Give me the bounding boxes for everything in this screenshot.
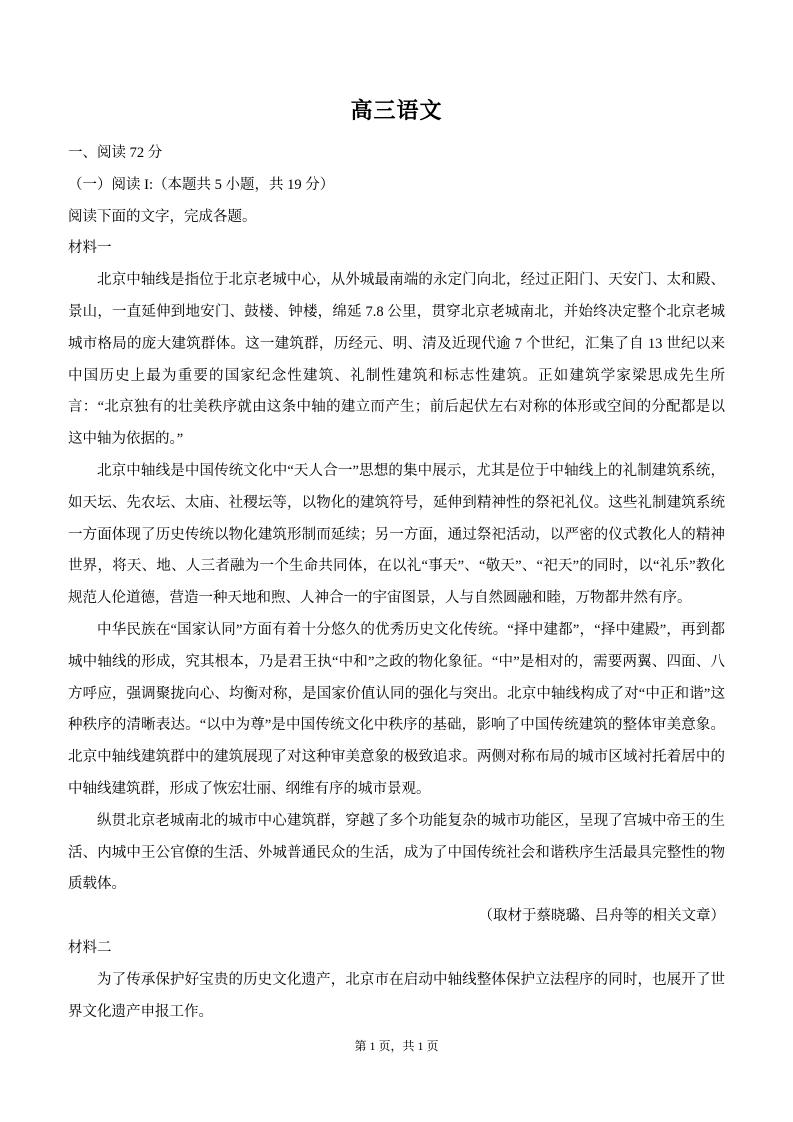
subsection-heading: （一）阅读 I:（本题共 5 小题，共 19 分） [68, 176, 335, 193]
source-attribution: （取材于蔡晓璐、吕舟等的相关文章） [478, 908, 725, 925]
material-two-label: 材料二 [68, 939, 112, 956]
document-title: 高三语文 [350, 98, 443, 123]
material-one-paragraph-2: 北京中轴线是中国传统文化中“天人合一”思想的集中展示，尤其是位于中轴线上的礼制建筑系统，如天坛、先农坛、太庙、社稷坛等，以物化的建筑符号，延伸到精神性的祭祀礼仪。这些礼制建筑系统一方面体现了历史传统以物化建筑形制而延续；另一方面，通过祭祀活动，以严密的仪式教化人的精神世界，将天、地、人三者融为一个生命共同体，在以礼“事天”、“敬天”、“祀天”的同时，以“礼乐”教化规范人伦道德，营造一种天地和煦、人神合一的宇宙图景，人与自然圆融和睦，万物都井然有序。 [68, 462, 725, 607]
material-one-paragraph-1: 北京中轴线是指位于北京老城中心，从外城最南端的永定门向北，经过正阳门、天安门、太和殿、景山，一直延伸到地安门、鼓楼、钟楼，绵延 7.8 公里，贯穿北京老城南北，并始终决定整个北京老城城市格局的庞大建筑群体。这一建筑群，历经元、明、清及近现代逾 7 个世纪，汇集了自 13 世纪以来中国历史上最为重要的国家纪念性建筑、礼制性建筑和标志性建筑。正如建筑学家梁思成先生所言：“北京独有的壮美秩序就由这条中轴的建立而产生；前后起伏左右对称的体形或空间的分配都是以这中轴为依据的。” [68, 272, 725, 448]
material-one-paragraph-3: 中华民族在“国家认同”方面有着十分悠久的优秀历史文化传统。“择中建都”，“择中建殿”，再到都城中轴线的形成，究其根本，乃是君王执“中和”之政的物化象征。“中”是相对的，需要两翼、四面、八方呼应，强调聚拢向心、均衡对称，是国家价值认同的强化与突出。北京中轴线构成了对“中正和谐”这种秩序的清晰表达。“以中为尊”是中国传统文化中秩序的基础，影响了中国传统建筑的整体审美意象。北京中轴线建筑群中的建筑展现了对这种审美意象的极致追求。两侧对称布局的城市区域衬托着居中的中轴线建筑群，形成了恢宏壮丽、纲维有序的城市景观。 [68, 621, 725, 797]
page-footer: 第 1 页，共 1 页 [354, 1039, 439, 1053]
section-heading: 一、阅读 72 分 [68, 145, 163, 161]
material-two-paragraph-1: 为了传承保护好宝贵的历史文化遗产，北京市在启动中轴线整体保护立法程序的同时，也展开了世界文化遗产申报工作。 [68, 971, 725, 1020]
material-one-label: 材料一 [68, 240, 112, 257]
instruction-line: 阅读下面的文字，完成各题。 [68, 208, 257, 225]
document-content [68, 94, 725, 1030]
material-two-paragraph-2 [68, 1028, 725, 1030]
material-one-paragraph-4: 纵贯北京老城南北的城市中心建筑群，穿越了多个功能复杂的城市功能区，呈现了宫城中帝王的生活、内城中王公官僚的生活、外城普通民众的生活，成为了中国传统社会和谐秩序生活最具完整性的物质载体。 [68, 812, 725, 893]
